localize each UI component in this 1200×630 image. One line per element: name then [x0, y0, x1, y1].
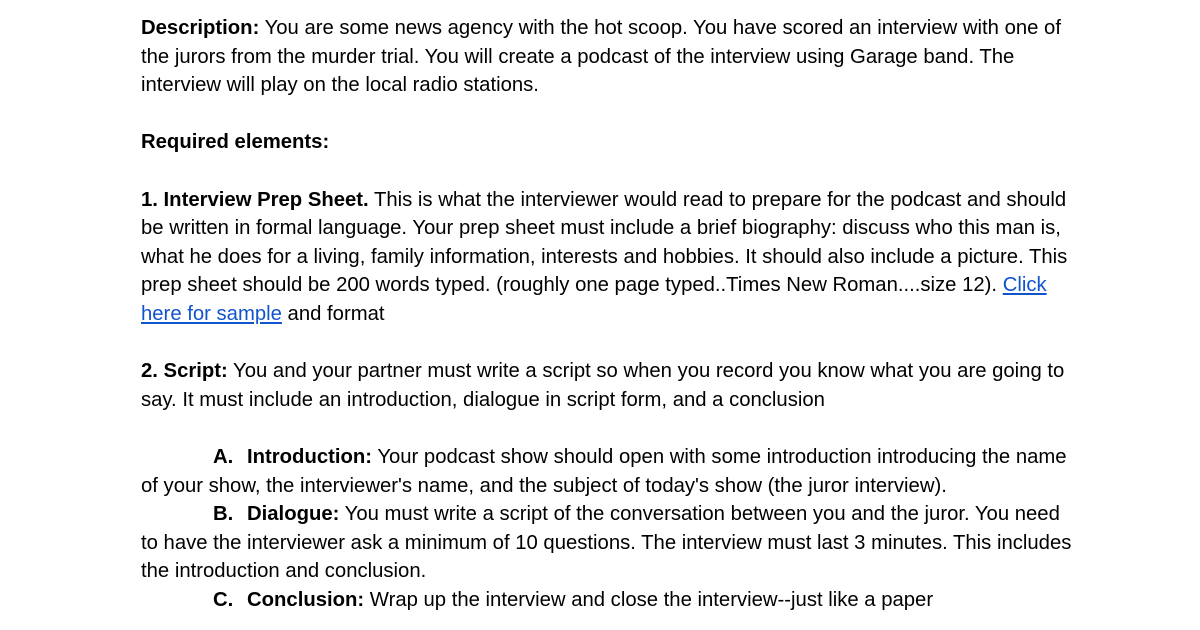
- conclusion-item: [141, 586, 1081, 615]
- spacer: [141, 329, 1081, 358]
- script-label: 2. Script:: [141, 360, 228, 383]
- spacer: [141, 157, 1081, 186]
- conclusion-letter: C.: [213, 588, 234, 611]
- introduction-letter: A.: [213, 445, 234, 468]
- introduction-item: [141, 443, 1081, 500]
- prep-sheet-label: 1. Interview Prep Sheet.: [141, 188, 369, 211]
- description-paragraph: [141, 14, 1081, 100]
- sample-link[interactable]: Click here for sample: [141, 274, 1047, 325]
- conclusion-text: Wrap up the interview and close the interview--just like a paper: [364, 588, 934, 611]
- prep-sheet-after-link: and format: [281, 302, 385, 325]
- description-label: Description:: [141, 17, 260, 39]
- required-elements-heading: Required elements:: [141, 131, 330, 154]
- document-body: [141, 14, 1081, 614]
- dialogue-text: You must write a script of the conversation between you and the juror. You need to have the interviewer ask a minimum of 10 questions. The interview must last 3 minutes. This includes the introduction and conclusion.: [141, 503, 1072, 583]
- script-paragraph: [141, 357, 1081, 414]
- dialogue-item: [141, 500, 1081, 586]
- script-text: You and your partner must write a script so when you record you know what you are going to say. It must include an introduction, dialogue in script form, and a conclusion: [141, 360, 1065, 411]
- dialogue-label: Dialogue:: [247, 503, 340, 526]
- introduction-label: Introduction:: [247, 445, 373, 468]
- prep-sheet-text: This is what the interviewer would read to prepare for the podcast and should be written in formal language. Your prep sheet must include a brief biography: discuss who this man is, what he does for a living, family information, interests and hobbies. It should also include a picture. This prep sheet should be 200 words typed. (roughly one page typed..Times New Roman....size 12).: [141, 188, 1068, 297]
- conclusion-label: Conclusion:: [247, 588, 365, 611]
- spacer: [141, 100, 1081, 129]
- introduction-text: Your podcast show should open with some introduction introducing the name of your show, the interviewer's name, and the subject of today's show (the juror interview).: [141, 445, 1067, 497]
- prep-sheet-paragraph: [141, 186, 1081, 329]
- spacer: [141, 414, 1081, 443]
- dialogue-letter: B.: [213, 503, 234, 526]
- description-text: You are some news agency with the hot scoop. You have scored an interview with one of the jurors from the murder trial. You will create a podcast of the interview using Garage band. The interview will play on the local radio stations.: [141, 17, 1061, 97]
